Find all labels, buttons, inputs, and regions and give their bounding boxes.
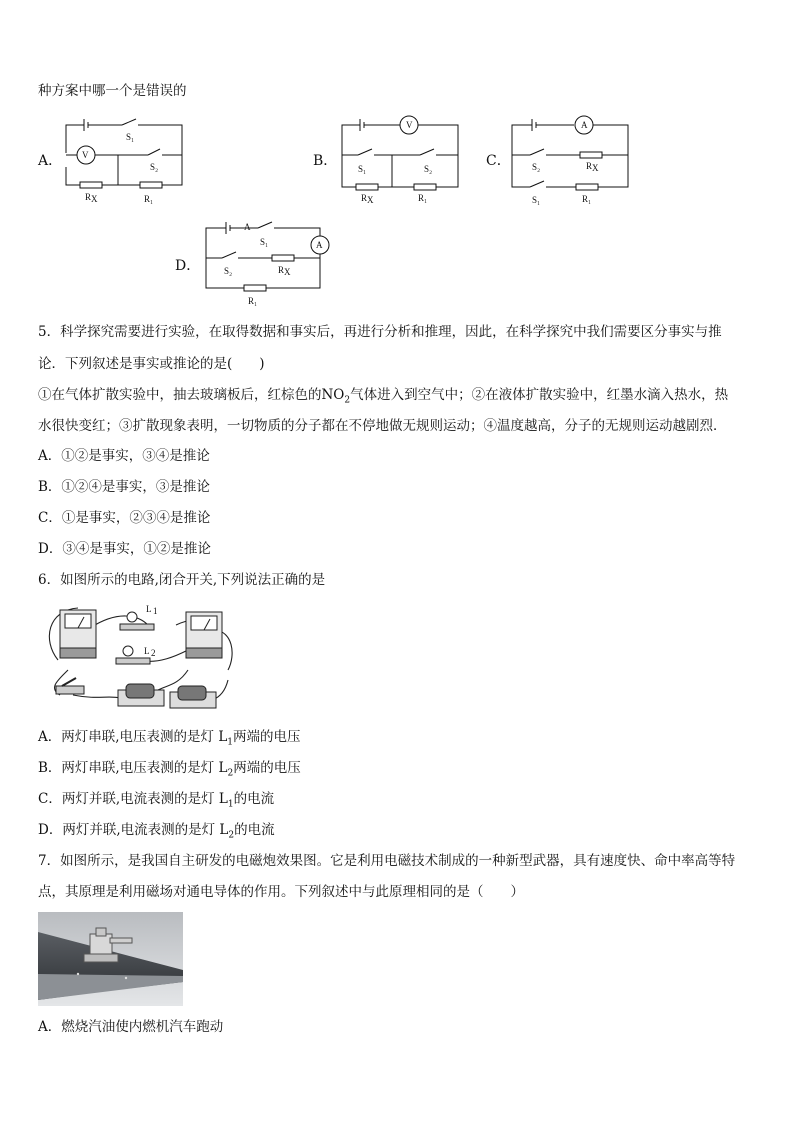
circuit-d-label-a: A bbox=[244, 222, 251, 232]
circuit-d-label-s2: S₂ bbox=[224, 266, 233, 276]
circuit-d-label-r1: R₁ bbox=[248, 296, 258, 306]
q6-meter-right bbox=[186, 612, 222, 658]
q7-stem-line1: 7．如图所示，是我国自主研发的电磁炮效果图。它是利用电磁技术制成的一种新型武器，具有速度快、命中率高等特 bbox=[38, 853, 736, 869]
circuit-d-label-r: R bbox=[278, 265, 285, 275]
q6-option-c-pre: C．两灯并联,电流表测的是灯 L bbox=[38, 791, 228, 807]
q5-material-line2: 水很快变红；③扩散现象表明，一切物质的分子都在不停地做无规则运动；④温度越高，分子的无规则运动越剧烈． bbox=[38, 418, 727, 434]
q6-battery-1 bbox=[118, 684, 164, 706]
q6-option-b-sub: 2 bbox=[227, 768, 234, 779]
q6-option-b-pre: B．两灯串联,电压表测的是灯 L bbox=[38, 760, 228, 776]
q5-option-c[interactable]: C．①是事实，②③④是推论 bbox=[38, 510, 211, 526]
q5-option-a[interactable]: A．①②是事实，③④是推论 bbox=[38, 448, 210, 464]
option-b-letter: B． bbox=[313, 153, 338, 169]
q6-option-a-sub: 1 bbox=[227, 737, 234, 748]
q6-circuit-figure bbox=[38, 600, 238, 715]
option-d-letter: D． bbox=[175, 258, 201, 274]
railgun-photo bbox=[38, 912, 183, 1006]
q6-option-d-post: 的电流 bbox=[234, 822, 275, 838]
q6-stem: 6．如图所示的电路,闭合开关,下列说法正确的是 bbox=[38, 572, 326, 588]
circuit-a-label-x: X bbox=[91, 194, 98, 204]
q6-option-a[interactable] bbox=[38, 727, 301, 753]
circuit-c-label-x: X bbox=[592, 163, 599, 173]
circuit-b-label-s1: S₁ bbox=[358, 164, 367, 174]
q6-option-b[interactable] bbox=[38, 758, 301, 784]
q6-label-l1-sub: 1 bbox=[153, 606, 158, 616]
circuit-diagram-c bbox=[508, 115, 638, 210]
q6-option-b-post: 两端的电压 bbox=[233, 760, 301, 776]
q6-label-l2-sub: 2 bbox=[151, 648, 156, 658]
q5-material-line1 bbox=[38, 385, 728, 411]
circuit-b-meter: V bbox=[406, 120, 413, 130]
q7-stem-line2: 点，其原理是利用磁场对通电导体的作用。下列叙述中与此原理相同的是（ ） bbox=[38, 884, 524, 900]
q6-label-l2: L bbox=[144, 646, 150, 656]
option-c-letter: C． bbox=[486, 153, 511, 169]
circuit-diagram-b bbox=[338, 115, 468, 210]
circuit-c-label-r1: R₁ bbox=[582, 194, 592, 204]
circuit-a-label-r1: R₁ bbox=[144, 194, 154, 204]
q6-label-l1: L bbox=[146, 604, 152, 614]
q6-option-c-post: 的电流 bbox=[233, 791, 275, 807]
q6-meter-left bbox=[60, 610, 96, 658]
circuit-c-label-r: R bbox=[586, 161, 593, 171]
circuit-d-meter: A bbox=[316, 240, 323, 250]
q5-material-line1-sub: 2 bbox=[344, 395, 351, 406]
q6-battery-2 bbox=[170, 686, 216, 708]
circuit-a-label-r: R bbox=[85, 192, 92, 202]
q6-option-c-sub: 1 bbox=[227, 799, 234, 810]
circuit-c-meter: A bbox=[581, 120, 588, 130]
circuit-a-meter: V bbox=[82, 150, 89, 160]
circuit-b-label-x: X bbox=[367, 195, 374, 205]
q5-material-line1-a: ①在气体扩散实验中，抽去玻璃板后，红棕色的NO bbox=[38, 387, 345, 403]
circuit-diagram-a bbox=[60, 115, 190, 205]
q6-switch bbox=[56, 678, 84, 694]
q5-material-line1-b: 气体进入到空气中；②在液体扩散实验中，红墨水滴入热水，热 bbox=[350, 387, 729, 403]
q5-option-b[interactable]: B．①②④是事实，③是推论 bbox=[38, 479, 210, 495]
q6-option-c[interactable] bbox=[38, 789, 274, 815]
q5-stem-line2: 论．下列叙述是事实或推论的是( ) bbox=[38, 356, 265, 372]
q6-option-d-pre: D．两灯并联,电流表测的是灯 L bbox=[38, 822, 229, 838]
circuit-b-label-r1: R₁ bbox=[418, 193, 428, 203]
circuit-c-label-s2: S₂ bbox=[532, 162, 541, 172]
q6-option-d[interactable] bbox=[38, 820, 275, 846]
q6-option-a-pre: A．两灯串联,电压表测的是灯 L bbox=[38, 729, 228, 745]
q6-option-d-sub: 2 bbox=[228, 830, 235, 841]
circuit-diagram-d bbox=[200, 218, 340, 313]
q5-option-d[interactable]: D．③④是事实，①②是推论 bbox=[38, 541, 211, 557]
circuit-b-label-s2: S₂ bbox=[424, 164, 433, 174]
q6-lamp-l1 bbox=[120, 612, 154, 630]
circuit-d-label-s1: S₁ bbox=[260, 237, 269, 247]
q6-option-a-post: 两端的电压 bbox=[233, 729, 301, 745]
option-a-letter: A． bbox=[38, 153, 63, 169]
circuit-c-label-s1: S₁ bbox=[532, 195, 541, 205]
circuit-b-label-r: R bbox=[361, 193, 368, 203]
circuit-d-label-x: X bbox=[284, 267, 291, 277]
circuit-a-label-s1: S₁ bbox=[126, 132, 135, 142]
intro-line: 种方案中哪一个是错误的 bbox=[38, 83, 187, 99]
circuit-a-label-s2: S₂ bbox=[150, 162, 159, 172]
q5-stem-line1: 5．科学探究需要进行实验，在取得数据和事实后，再进行分析和推理，因此，在科学探究中我们需要区分事实与推 bbox=[38, 324, 722, 340]
q7-option-a[interactable]: A．燃烧汽油使内燃机汽车跑动 bbox=[38, 1019, 224, 1035]
